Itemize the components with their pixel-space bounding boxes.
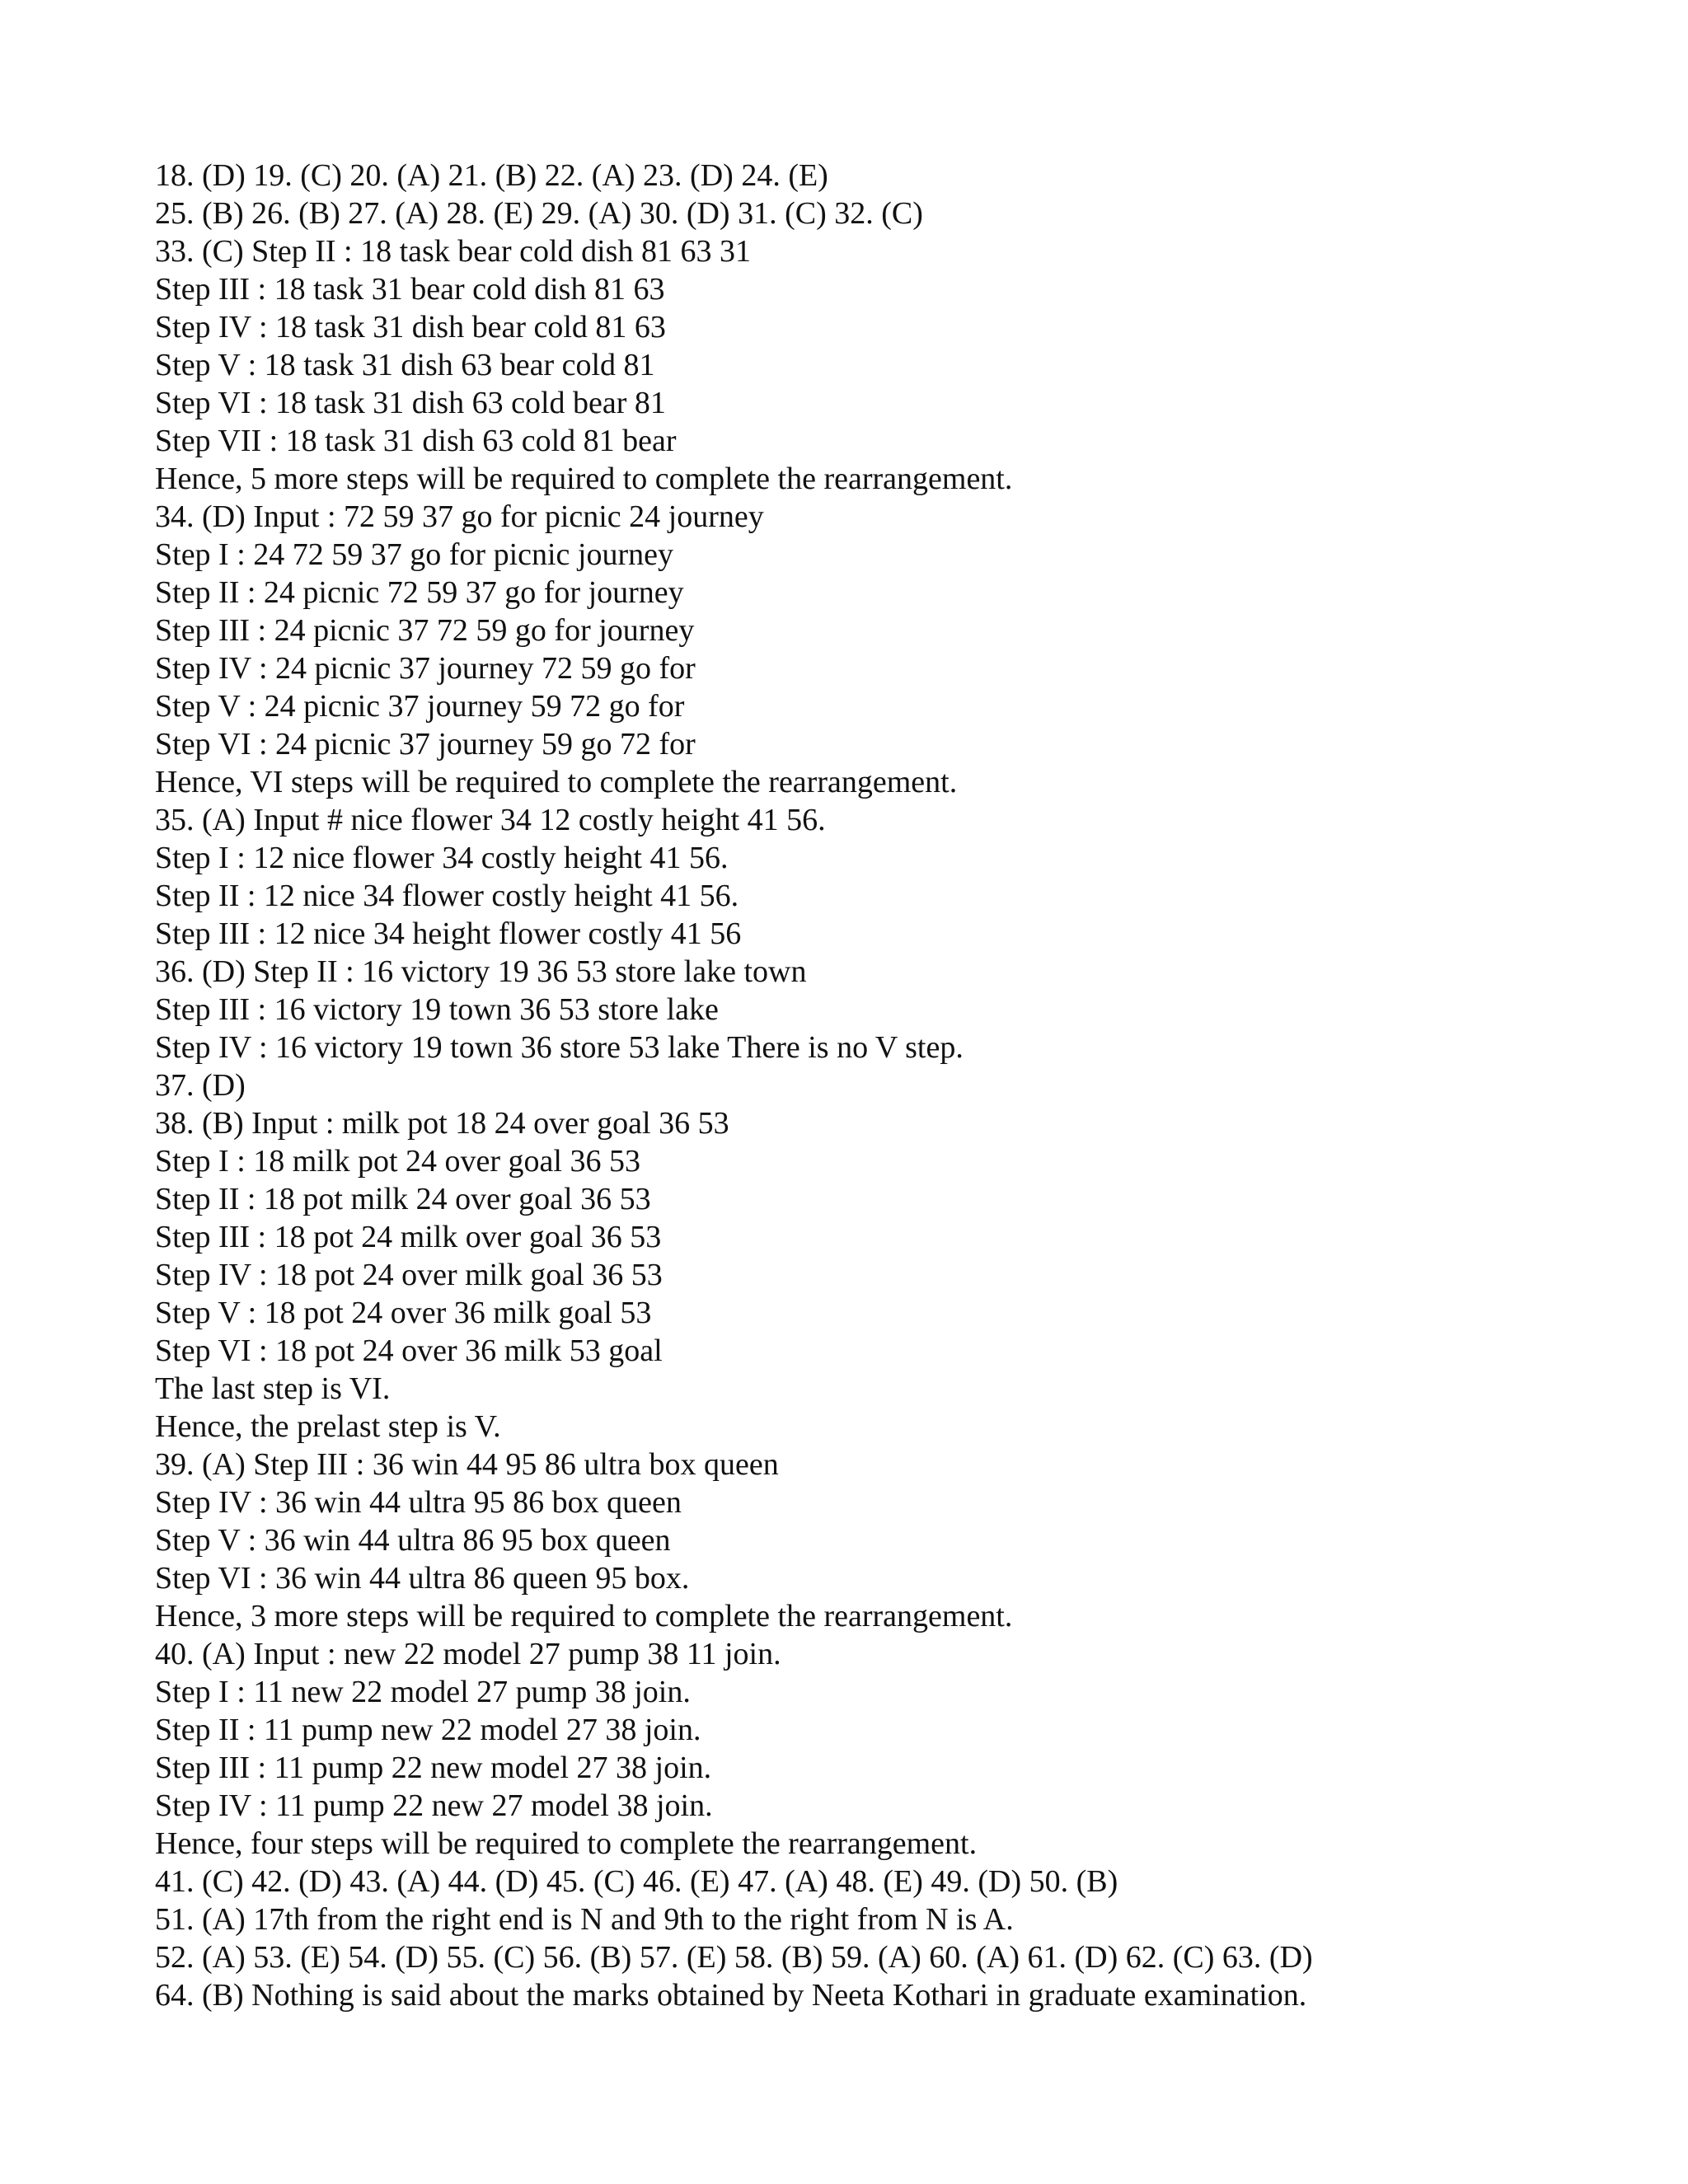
text-line: 38. (B) Input : milk pot 18 24 over goal 36 53 xyxy=(155,1106,729,1141)
text-line: 33. (C) Step II : 18 task bear cold dish 81 63 31 xyxy=(155,234,751,269)
text-line: Step IV : 18 pot 24 over milk goal 36 53 xyxy=(155,1258,663,1292)
text-line: Step IV : 11 pump 22 new 27 model 38 join. xyxy=(155,1788,713,1823)
text-line: 36. (D) Step II : 16 victory 19 36 53 store lake town xyxy=(155,954,807,989)
text-line: Step II : 18 pot milk 24 over goal 36 53 xyxy=(155,1182,651,1216)
text-line: 51. (A) 17th from the right end is N and 9th to the right from N is A. xyxy=(155,1902,1014,1937)
text-line: 37. (D) xyxy=(155,1068,246,1103)
text-line: Hence, the prelast step is V. xyxy=(155,1409,501,1444)
text-line: Step IV : 24 picnic 37 journey 72 59 go for xyxy=(155,651,696,686)
text-line: 25. (B) 26. (B) 27. (A) 28. (E) 29. (A) 30. (D) 31. (C) 32. (C) xyxy=(155,196,923,231)
text-line: 18. (D) 19. (C) 20. (A) 21. (B) 22. (A) 23. (D) 24. (E) xyxy=(155,158,828,193)
text-line: Step VI : 24 picnic 37 journey 59 go 72 for xyxy=(155,727,696,762)
text-line: Step VI : 36 win 44 ultra 86 queen 95 box. xyxy=(155,1561,690,1596)
text-line: Step IV : 16 victory 19 town 36 store 53 lake There is no V step. xyxy=(155,1030,964,1065)
text-line: The last step is VI. xyxy=(155,1371,391,1406)
text-line: Hence, 3 more steps will be required to complete the rearrangement. xyxy=(155,1599,1013,1633)
text-line: Step IV : 18 task 31 dish bear cold 81 63 xyxy=(155,310,666,344)
text-line: Step I : 24 72 59 37 go for picnic journey xyxy=(155,537,674,572)
text-line: 52. (A) 53. (E) 54. (D) 55. (C) 56. (B) 57. (E) 58. (B) 59. (A) 60. (A) 61. (D) 62. (C) 63. (D) xyxy=(155,1940,1313,1975)
text-line: Step I : 12 nice flower 34 costly height 41 56. xyxy=(155,841,729,875)
text-line: Step VI : 18 task 31 dish 63 cold bear 81 xyxy=(155,386,666,420)
text-line: 35. (A) Input # nice flower 34 12 costly height 41 56. xyxy=(155,803,826,837)
answer-key-text xyxy=(155,157,1655,2014)
text-line: Step II : 12 nice 34 flower costly height 41 56. xyxy=(155,879,739,913)
text-line: Step III : 18 pot 24 milk over goal 36 53 xyxy=(155,1220,662,1254)
text-line: Step V : 24 picnic 37 journey 59 72 go for xyxy=(155,689,685,724)
text-line: Step III : 11 pump 22 new model 27 38 join. xyxy=(155,1750,712,1785)
text-line: Hence, VI steps will be required to complete the rearrangement. xyxy=(155,765,958,799)
text-line: Step VII : 18 task 31 dish 63 cold 81 bear xyxy=(155,424,677,458)
text-line: Step III : 18 task 31 bear cold dish 81 63 xyxy=(155,272,665,307)
text-line: Step VI : 18 pot 24 over 36 milk 53 goal xyxy=(155,1333,663,1368)
text-line: 39. (A) Step III : 36 win 44 95 86 ultra box queen xyxy=(155,1447,779,1482)
text-line: Step II : 11 pump new 22 model 27 38 join. xyxy=(155,1713,701,1747)
text-line: Hence, 5 more steps will be required to complete the rearrangement. xyxy=(155,462,1013,496)
text-line: Step I : 11 new 22 model 27 pump 38 join. xyxy=(155,1675,691,1709)
text-line: Step III : 12 nice 34 height flower costly 41 56 xyxy=(155,916,742,951)
text-line: Step V : 36 win 44 ultra 86 95 box queen xyxy=(155,1523,671,1558)
text-line: Step V : 18 pot 24 over 36 milk goal 53 xyxy=(155,1296,652,1330)
text-line: Step IV : 36 win 44 ultra 95 86 box queen xyxy=(155,1485,682,1520)
text-line: Step II : 24 picnic 72 59 37 go for journey xyxy=(155,575,684,610)
text-line: 64. (B) Nothing is said about the marks obtained by Neeta Kothari in graduate examination. xyxy=(155,1978,1307,2013)
text-line: 34. (D) Input : 72 59 37 go for picnic 24 journey xyxy=(155,499,764,534)
text-line: Step I : 18 milk pot 24 over goal 36 53 xyxy=(155,1144,640,1179)
text-line: Step V : 18 task 31 dish 63 bear cold 81 xyxy=(155,348,655,382)
text-line: Hence, four steps will be required to complete the rearrangement. xyxy=(155,1826,978,1861)
text-line: 41. (C) 42. (D) 43. (A) 44. (D) 45. (C) 46. (E) 47. (A) 48. (E) 49. (D) 50. (B) xyxy=(155,1864,1118,1899)
text-line: Step III : 24 picnic 37 72 59 go for journey xyxy=(155,613,695,648)
text-line: 40. (A) Input : new 22 model 27 pump 38 11 join. xyxy=(155,1637,781,1671)
text-line: Step III : 16 victory 19 town 36 53 store lake xyxy=(155,992,719,1027)
